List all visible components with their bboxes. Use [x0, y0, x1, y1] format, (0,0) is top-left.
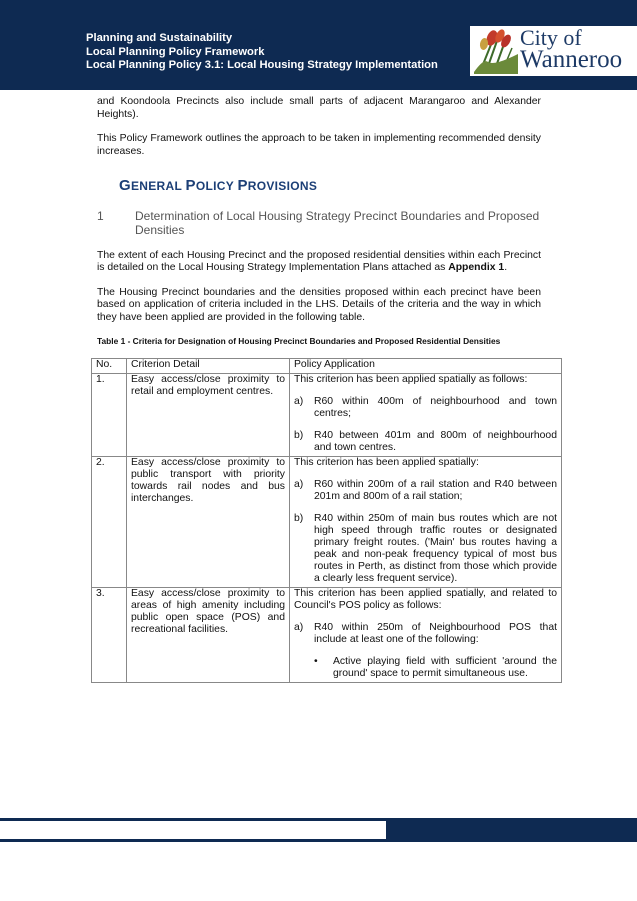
header-line-1: Planning and Sustainability — [86, 32, 233, 44]
subsection-number: 1 — [97, 208, 104, 223]
page-footer — [0, 818, 637, 842]
paragraph-housing-precinct-extent: The extent of each Housing Precinct and the proposed residential densities within each Precinct is detailed on the Local Housing Strategy Implementation Plans attached as Appendix 1. — [97, 249, 541, 273]
criterion-detail: Easy access/close proximity to public transport with priority towards rail nodes and bus interchanges. — [127, 457, 290, 588]
subsection-title: Determination of Local Housing Strategy Precinct Boundaries and Proposed Densities — [135, 208, 540, 237]
header-titles — [86, 32, 438, 73]
row-number: 2. — [92, 457, 127, 588]
column-header-no: No. — [92, 359, 127, 374]
row-number: 3. — [92, 588, 127, 683]
page-header — [0, 0, 637, 90]
subsection-heading — [97, 209, 541, 238]
table-row — [92, 374, 562, 457]
kangaroo-paw-icon — [474, 28, 518, 74]
appendix-reference: Appendix 1 — [448, 262, 505, 273]
criteria-table — [91, 358, 562, 683]
city-logo — [470, 26, 637, 76]
paragraph-policy-framework: This Policy Framework outlines the approach to be taken in implementing recommended density increases. — [97, 133, 541, 157]
column-header-criterion: Criterion Detail — [127, 359, 290, 374]
criterion-detail: Easy access/close proximity to areas of high amenity including public open space (POS) and recreational facilities. — [127, 588, 290, 683]
header-line-3: Local Planning Policy 3.1: Local Housing Strategy Implementation — [86, 59, 438, 71]
logo-line-2: Wanneroo — [520, 46, 623, 73]
column-header-policy: Policy Application — [290, 359, 562, 374]
criterion-detail: Easy access/close proximity to retail and employment centres. — [127, 374, 290, 457]
application-intro: This criterion has been applied spatially: — [294, 457, 479, 468]
policy-application — [290, 457, 562, 588]
logo-line-1: City of — [520, 25, 582, 50]
header-line-2: Local Planning Policy Framework — [86, 45, 265, 58]
list-item: b) R40 between 401m and 800m of neighbourhood and town centres. — [294, 430, 557, 453]
row-number: 1. — [92, 374, 127, 457]
paragraph-precincts: and Koondoola Precincts also include small parts of adjacent Marangaroo and Alexander Heights). — [97, 96, 541, 120]
table-row — [92, 588, 562, 683]
list-item: a) R60 within 200m of a rail station and R40 between 201m and 800m of a rail station; — [294, 479, 557, 502]
logo-wordmark — [520, 27, 622, 71]
page-content — [96, 96, 557, 683]
list-item: a) R60 within 400m of neighbourhood and town centres; — [294, 396, 557, 419]
policy-application — [290, 374, 562, 457]
application-intro: This criterion has been applied spatially, and related to Council's POS policy as follows: — [294, 588, 557, 611]
list-item: b) R40 within 250m of main bus routes which are not high speed through traffic routes or designated primary freight routes. ('Main' bus routes having a peak and non-peak frequency typical of most bus routes in Perth, as distinct from those which provide a clearly less frequent service). — [294, 513, 557, 584]
paragraph-criteria-basis: The Housing Precinct boundaries and the densities proposed within each precinct have been based on application of criteria included in the LHS. Details of the criteria and the way in which they have been applied are provided in the following table. — [97, 286, 541, 323]
bullet-item: • Active playing field with sufficient 'around the ground' space to permit simultaneous use. — [314, 656, 557, 679]
bullet-icon: • — [314, 656, 318, 667]
table-row — [92, 457, 562, 588]
section-heading: GENERAL POLICY PROVISIONS — [119, 177, 318, 194]
table-header-row — [92, 359, 562, 374]
application-intro: This criterion has been applied spatially as follows: — [294, 374, 528, 385]
footer-band — [0, 821, 386, 839]
list-item: a) R40 within 250m of Neighbourhood POS that include at least one of the following: — [294, 622, 557, 645]
policy-application — [290, 588, 562, 683]
table-caption: Table 1 - Criteria for Designation of Housing Precinct Boundaries and Proposed Residential Densities — [97, 336, 501, 346]
